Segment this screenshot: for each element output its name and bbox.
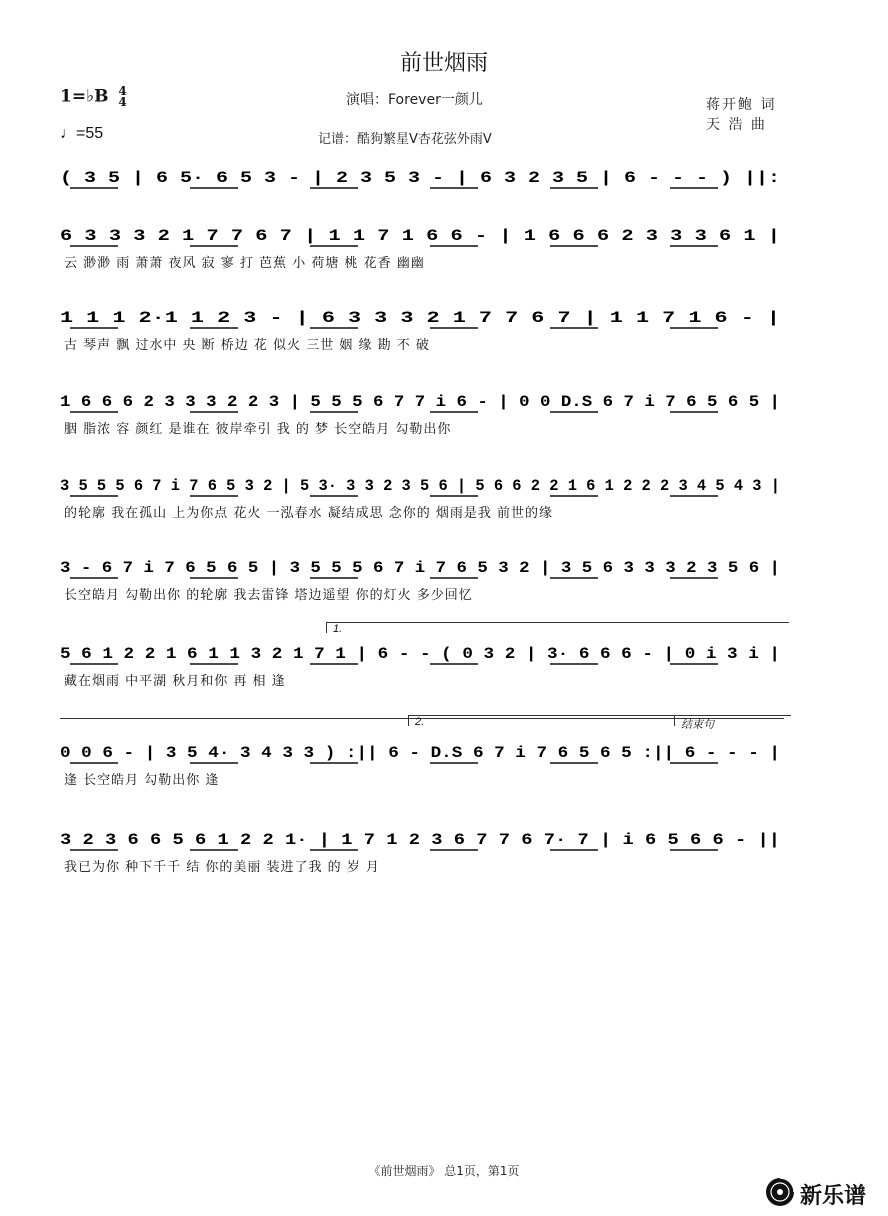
notation-credit: 记谱：酷狗繁星V杏花弦外雨V <box>318 132 492 147</box>
coda-label: 结束句 <box>674 715 791 726</box>
time-sig-bottom: 4 <box>118 95 127 109</box>
time-sig-top: 4 <box>118 84 127 98</box>
score-system <box>60 218 784 288</box>
score-system <box>60 716 784 805</box>
score-system <box>60 384 784 454</box>
notes-text: 6 3 3 3 2 1 7 7 6 7 | 1 1 7 1 6 6 - | 1 6 6 6 2 3 3 3 6 1 | <box>60 227 780 245</box>
lyrics-line: 藏在烟雨 中平湖 秋月和你 再 相 逢 <box>64 674 286 689</box>
lyrics-line: 古 琴声 飘 过水中 央 断 桥边 花 似火 三世 姻 缘 勘 不 破 <box>64 338 430 353</box>
key-signature <box>60 86 127 108</box>
notes-text: 3 5 5 5 6 7 i 7 6 5 3 2 | 5 3· 3 3 2 3 5 6 | 5 6 6 2 2 1 6 1 2 2 2 3 4 5 4 3 | <box>60 477 780 495</box>
notes-text: 1 1 1 2·1 1 2 3 - | 6 3 3 3 2 1 7 7 6 7 | 1 1 7 1 6 - | <box>60 309 780 327</box>
notes-text: 1 6 6 6 2 3 3 3 2 2 3 | 5 5 5 6 7 7 i 6 - | 0 0 D.S 6 7 i 7 6 5 6 5 | <box>60 393 780 411</box>
volta-bracket-1: 1. <box>326 622 789 633</box>
lyrics-line: 我已为你 种下千千 结 你的美丽 装进了我 的 岁 月 <box>64 860 380 875</box>
brand-name: 新乐谱 <box>800 1184 867 1209</box>
page-title: 前世烟雨 <box>399 51 488 76</box>
score-system <box>60 822 784 892</box>
lyricist-credit: 蒋开鲍 词 <box>706 97 777 113</box>
volta-bracket-2: 2. <box>408 715 677 726</box>
page-footer: 《前世烟雨》 总1页，第1页 <box>368 1164 520 1178</box>
score-system <box>60 468 784 538</box>
notes-text: 3 2 3 6 6 5 6 1 2 2 1· | 1 7 1 2 3 6 7 7 6 7· 7 | i 6 5 6 6 - || <box>60 831 780 849</box>
lyrics-line: 逢 长空皓月 勾勒出你 逢 <box>64 773 220 788</box>
composer-credit: 天 浩 曲 <box>706 117 767 133</box>
singer-credit: 演唱：Forever一颜儿 <box>346 92 483 108</box>
time-signature <box>118 86 126 108</box>
tempo-mark: ♩=55 <box>60 125 104 142</box>
lyrics-line: 的轮廓 我在孤山 上为你点 花火 一泓春水 凝结成思 念你的 烟雨是我 前世的缘 <box>64 506 554 521</box>
score-system <box>60 623 784 706</box>
notes-text: ( 3 5 | 6 5· 6 5 3 - | 2 3 5 3 - | 6 3 2 3 5 | 6 - - - ) ||: <box>60 169 780 187</box>
notes-text: 5 6 1 2 2 1 6 1 1 3 2 1 7 1 | 6 - - ( 0 3 2 | 3· 6 6 6 - | 0 i 3 i | <box>60 645 781 663</box>
notes-text: 0 0 6 - | 3 5 4· 3 4 3 3 ) :|| 6 - D.S 6 7 i 7 6 5 6 5 :|| 6 - - - | <box>60 744 781 762</box>
notes-staff <box>60 160 784 200</box>
brand-logo <box>764 1176 884 1208</box>
lyrics-line: 胭 脂浓 容 颜红 是谁在 彼岸牵引 我 的 梦 长空皓月 勾勒出你 <box>64 422 452 437</box>
notes-text: 3 - 6 7 i 7 6 5 6 5 | 3 5 5 5 6 7 i 7 6 5 3 2 | 3 5 6 3 3 3 2 3 5 6 | <box>60 559 780 577</box>
key-label: 1=♭B <box>60 86 109 107</box>
lyrics-line: 长空皓月 勾勒出你 的轮廓 我去雷锋 塔边遥望 你的灯火 多少回忆 <box>64 588 473 603</box>
score-system <box>60 550 784 620</box>
score-system <box>60 300 784 370</box>
lyrics-line: 云 渺渺 雨 萧萧 夜风 寂 寥 打 芭蕉 小 荷塘 桃 花香 幽幽 <box>64 256 425 271</box>
